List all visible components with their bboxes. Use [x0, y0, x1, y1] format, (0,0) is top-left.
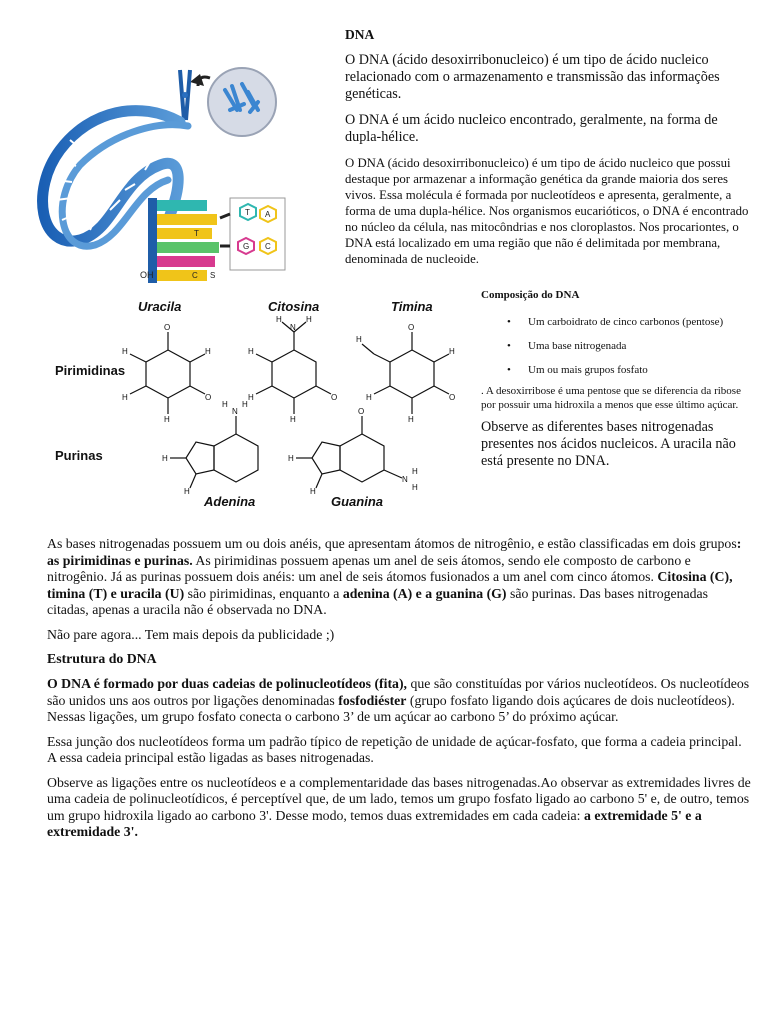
- svg-text:H: H: [366, 393, 372, 402]
- svg-text:O: O: [358, 407, 365, 416]
- svg-text:H: H: [184, 487, 190, 496]
- svg-text:H: H: [205, 347, 211, 356]
- composition-section: [481, 289, 756, 470]
- base-ladder: [148, 198, 219, 283]
- cytosine-structure: [256, 322, 331, 414]
- svg-text:H: H: [122, 347, 128, 356]
- svg-text:A: A: [265, 210, 271, 219]
- observe-bases-text: Observe as diferentes bases nitrogenadas presentes nos ácidos nucleicos. A uracila não está presente no DNA.: [481, 419, 736, 469]
- intro-paragraph-1: O DNA (ácido desoxirribonucleico) é um tipo de ácido nucleico relacionado com o armazenamento e transmissão das informações genéticas.: [345, 52, 720, 102]
- svg-text:H: H: [164, 415, 170, 424]
- svg-text:T: T: [245, 208, 250, 217]
- intro-section: [345, 27, 755, 267]
- extremities-paragraph: Observe as ligações entre os nucleotídeos e a complementaridade das bases nitrogenadas.Ao observar as extremidades livres de uma cadeia de polinucleotídicos, é perceptível que, de um lado, temos um grupo fosfato ligado ao carbono 5' e, de outro, temos um grupo hidroxila ligado ao carbono 3'. Desse modo, temos duas extremidades em cada cadeia: a extremidade 5' e a extremidade 3'.: [47, 774, 751, 839]
- svg-text:H: H: [276, 315, 282, 324]
- svg-text:G: G: [243, 242, 250, 251]
- thymine-structure: [362, 332, 449, 414]
- structure-paragraph: O DNA é formado por duas cadeias de polinucleotídeos (fita), que são constituídas por vários nucleotídeos. Os nucleotídeos são unidos uns aos outros por ligações denominadas fosfodiéster (grupo fosfato ligando dois açúcares de dois nucleotídeos). Nessas ligações, um grupo fosfato conecta o carbono 3’ de um açúcar ao carbono 5’ do próximo açúcar.: [47, 676, 750, 724]
- list-item: • Um carboidrato de cinco carbonos (pentose): [507, 315, 727, 329]
- svg-text:H: H: [288, 454, 294, 463]
- intro-paragraph-2: O DNA é um ácido nucleico encontrado, geralmente, na forma de dupla-hélice.: [345, 112, 718, 145]
- svg-text:N: N: [290, 323, 296, 332]
- svg-text:H: H: [310, 487, 316, 496]
- svg-text:H: H: [248, 393, 254, 402]
- citosina-label: Citosina: [268, 299, 320, 314]
- svg-text:H: H: [356, 335, 362, 344]
- svg-text:O: O: [408, 323, 415, 332]
- intro-paragraph-3: O DNA (ácido desoxirribonucleico) é um tipo de ácido nucleico que possui destaque por armazenar a informação genética da grande maioria dos seres vivos. Essa molécula é formada por nucleotídeos e apresenta, geralmente, a forma de uma dupla-hélice. Nos organismos eucarióticos, o DNA é encontrado no núcleo da célula, nas mitocôndrias e nos cloroplastos. Nos procariontes, o DNA está localizado em uma região que não é delimitada por membrana, denominada de nucleoide.: [345, 156, 749, 266]
- nucleus-icon: [208, 68, 276, 136]
- dna-title: DNA: [345, 27, 375, 42]
- deoxyribose-note: . A desoxirribose é uma pentose que se diferencia da ribose por possuir uma hidroxila a menos que esse último açúcar.: [481, 385, 741, 411]
- svg-text:O: O: [164, 323, 171, 332]
- svg-text:O: O: [449, 393, 456, 402]
- svg-text:H: H: [248, 347, 254, 356]
- svg-text:C: C: [265, 242, 271, 251]
- svg-text:H: H: [412, 483, 418, 492]
- dna-helix-illustration: [20, 40, 320, 290]
- helix-coil: [43, 111, 188, 247]
- pirimidinas-label: Pirimidinas: [55, 363, 126, 378]
- svg-text:N: N: [232, 407, 238, 416]
- timina-label: Timina: [391, 299, 433, 314]
- svg-text:H: H: [408, 415, 414, 424]
- svg-text:H: H: [242, 400, 248, 409]
- purinas-label: Purinas: [55, 448, 103, 463]
- body-section: [47, 536, 752, 849]
- svg-text:O: O: [331, 393, 338, 402]
- svg-text:H: H: [222, 400, 228, 409]
- backbone-paragraph: Essa junção dos nucleotídeos forma um padrão típico de repetição de unidade de açúcar-fosfato, que forma a cadeia principal. A essa cadeia principal estão ligadas as bases nitrogenadas.: [47, 733, 742, 765]
- guanine-structure: [296, 416, 402, 488]
- base-legend: [230, 198, 285, 270]
- list-item: • Um ou mais grupos fosfato: [507, 363, 727, 377]
- svg-text:H: H: [162, 454, 168, 463]
- structure-heading: Estrutura do DNA: [47, 651, 157, 666]
- guanina-label: Guanina: [331, 494, 384, 509]
- svg-text:H: H: [290, 415, 296, 424]
- adenine-structure: [170, 416, 258, 488]
- svg-text:O: O: [205, 393, 212, 402]
- list-item: • Uma base nitrogenada: [507, 339, 727, 353]
- composition-list: [507, 315, 756, 377]
- svg-text:H: H: [306, 315, 312, 324]
- svg-text:T: T: [194, 229, 199, 238]
- svg-text:H: H: [412, 467, 418, 476]
- svg-text:H: H: [449, 347, 455, 356]
- oh-label: OH: [140, 270, 154, 280]
- uracila-label: Uracila: [138, 299, 182, 314]
- svg-text:N: N: [402, 475, 408, 484]
- svg-text:S: S: [210, 271, 216, 280]
- bases-paragraph: As bases nitrogenadas possuem um ou dois anéis, que apresentam átomos de nitrogênio, e estão classificadas em dois grupos: as pirimidinas e purinas. As pirimidinas possuem apenas um anel de seis átomos, sendo ele composto de carbono e nitrogênio. Já as purinas possuem dois anéis: um anel de seis átomos fusionados a um anel com cinco átomos. Citosina (C), timina (T) e uracila (U) são pirimidinas, enquanto a adenina (A) e a guanina (G) são purinas. Das bases nitrogenadas citadas, apenas a uracila não é observada no DNA.: [47, 536, 742, 617]
- svg-text:H: H: [122, 393, 128, 402]
- composition-title: Composição do DNA: [481, 289, 580, 301]
- svg-text:C: C: [192, 271, 198, 280]
- uracil-structure: [130, 332, 205, 414]
- nitrogenous-bases-figure: [50, 292, 470, 520]
- chromosome-icon: [180, 70, 190, 120]
- adenina-label: Adenina: [204, 494, 256, 509]
- ad-notice-text: Não pare agora... Tem mais depois da publicidade ;): [47, 626, 335, 642]
